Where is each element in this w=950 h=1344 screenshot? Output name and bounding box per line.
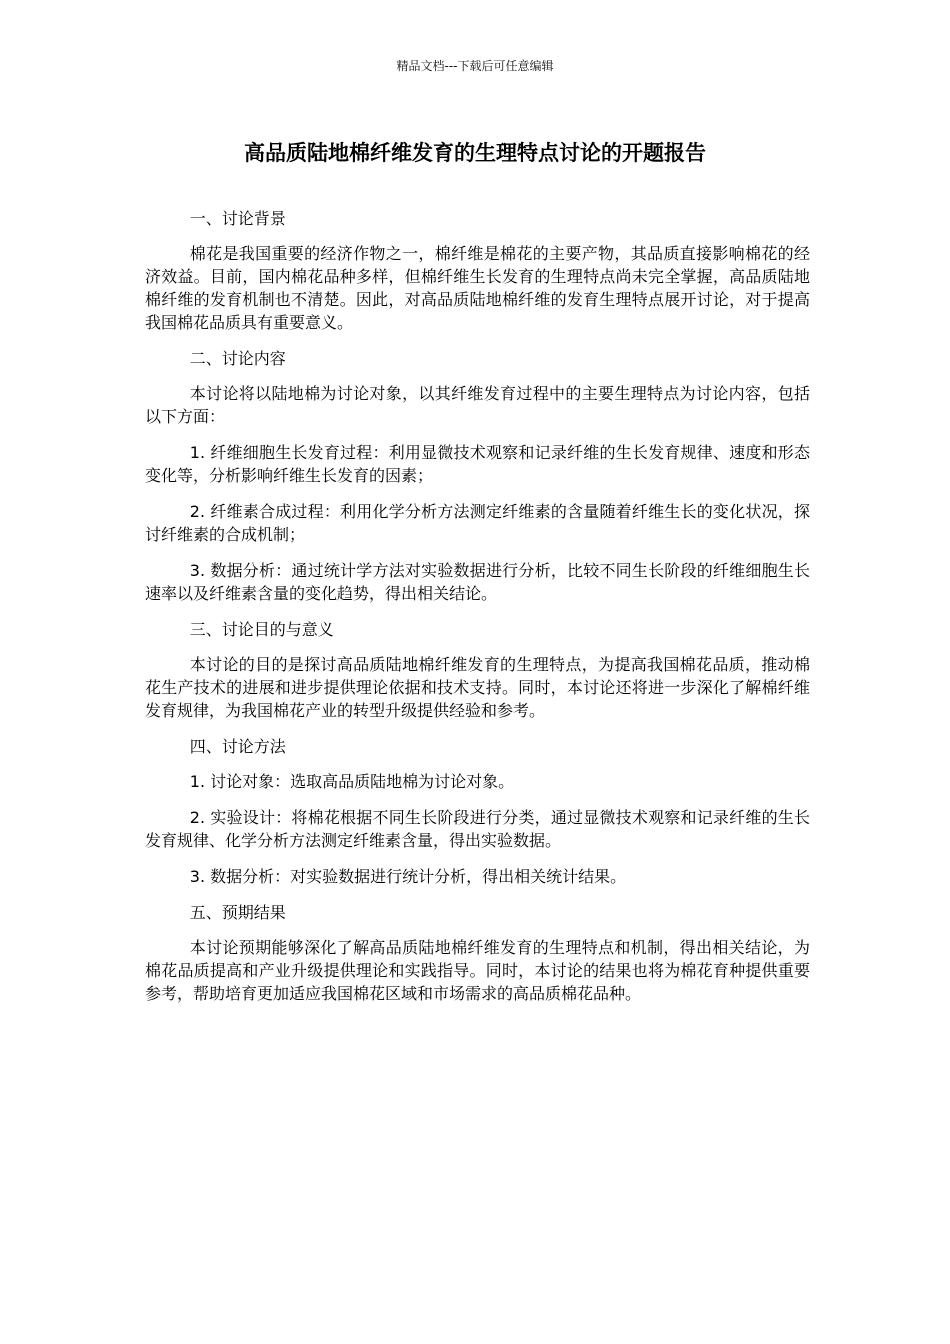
paragraph-content-item-1: 1. 纤维细胞生长发育过程：利用显微技术观察和记录纤维的生长发育规律、速度和形态变化等，分析影响纤维生长发育的因素； — [145, 443, 810, 485]
section-heading-content: 二、讨论内容 — [189, 349, 286, 368]
paragraph-content-item-3: 3. 数据分析：通过统计学方法对实验数据进行分析，比较不同生长阶段的纤维细胞生长速率以及纤维素含量的变化趋势，得出相关结论。 — [145, 561, 810, 603]
paragraph-content-intro: 本讨论将以陆地棉为讨论对象，以其纤维发育过程中的主要生理特点为讨论内容，包括以下方面： — [145, 384, 810, 426]
paragraph-content-item-2: 2. 纤维素合成过程：利用化学分析方法测定纤维素的含量随着纤维生长的变化状况，探讨纤维素的合成机制； — [145, 502, 810, 544]
paragraph-methods-item-1: 1. 讨论对象：选取高品质陆地棉为讨论对象。 — [189, 772, 515, 791]
paragraph-expected-results: 本讨论预期能够深化了解高品质陆地棉纤维发育的生理特点和机制，得出相关结论，为棉花品质提高和产业升级提供理论和实践指导。同时，本讨论的结果也将为棉花育种提供重要参考，帮助培育更加适应我国棉花区域和市场需求的高品质棉花品种。 — [145, 938, 810, 1003]
paragraph-purpose: 本讨论的目的是探讨高品质陆地棉纤维发育的生理特点，为提高我国棉花品质，推动棉花生产技术的进展和进步提供理论依据和技术支持。同时，本讨论还将进一步深化了解棉纤维发育规律，为我国棉花产业的转型升级提供经验和参考。 — [145, 655, 810, 720]
section-heading-background: 一、讨论背景 — [189, 209, 286, 228]
section-heading-purpose: 三、讨论目的与意义 — [189, 620, 334, 639]
document-title: 高品质陆地棉纤维发育的生理特点讨论的开题报告 — [244, 141, 706, 165]
section-heading-expected-results: 五、预期结果 — [189, 903, 286, 922]
section-heading-methods: 四、讨论方法 — [189, 737, 286, 756]
paragraph-methods-item-2: 2. 实验设计：将棉花根据不同生长阶段进行分类，通过显微技术观察和记录纤维的生长发育规律、化学分析方法测定纤维素含量，得出实验数据。 — [145, 808, 810, 850]
paragraph-background: 棉花是我国重要的经济作物之一，棉纤维是棉花的主要产物，其品质直接影响棉花的经济效益。目前，国内棉花品种多样，但棉纤维生长发育的生理特点尚未完全掌握，高品质陆地棉纤维的发育机制也不清楚。因此，对高品质陆地棉纤维的发育生理特点展开讨论，对于提高我国棉花品质具有重要意义。 — [145, 244, 810, 332]
document-body — [145, 207, 810, 1018]
header-note: 精品文档---下载后可任意编辑 — [396, 59, 554, 73]
paragraph-methods-item-3: 3. 数据分析：对实验数据进行统计分析，得出相关统计结果。 — [189, 867, 627, 886]
